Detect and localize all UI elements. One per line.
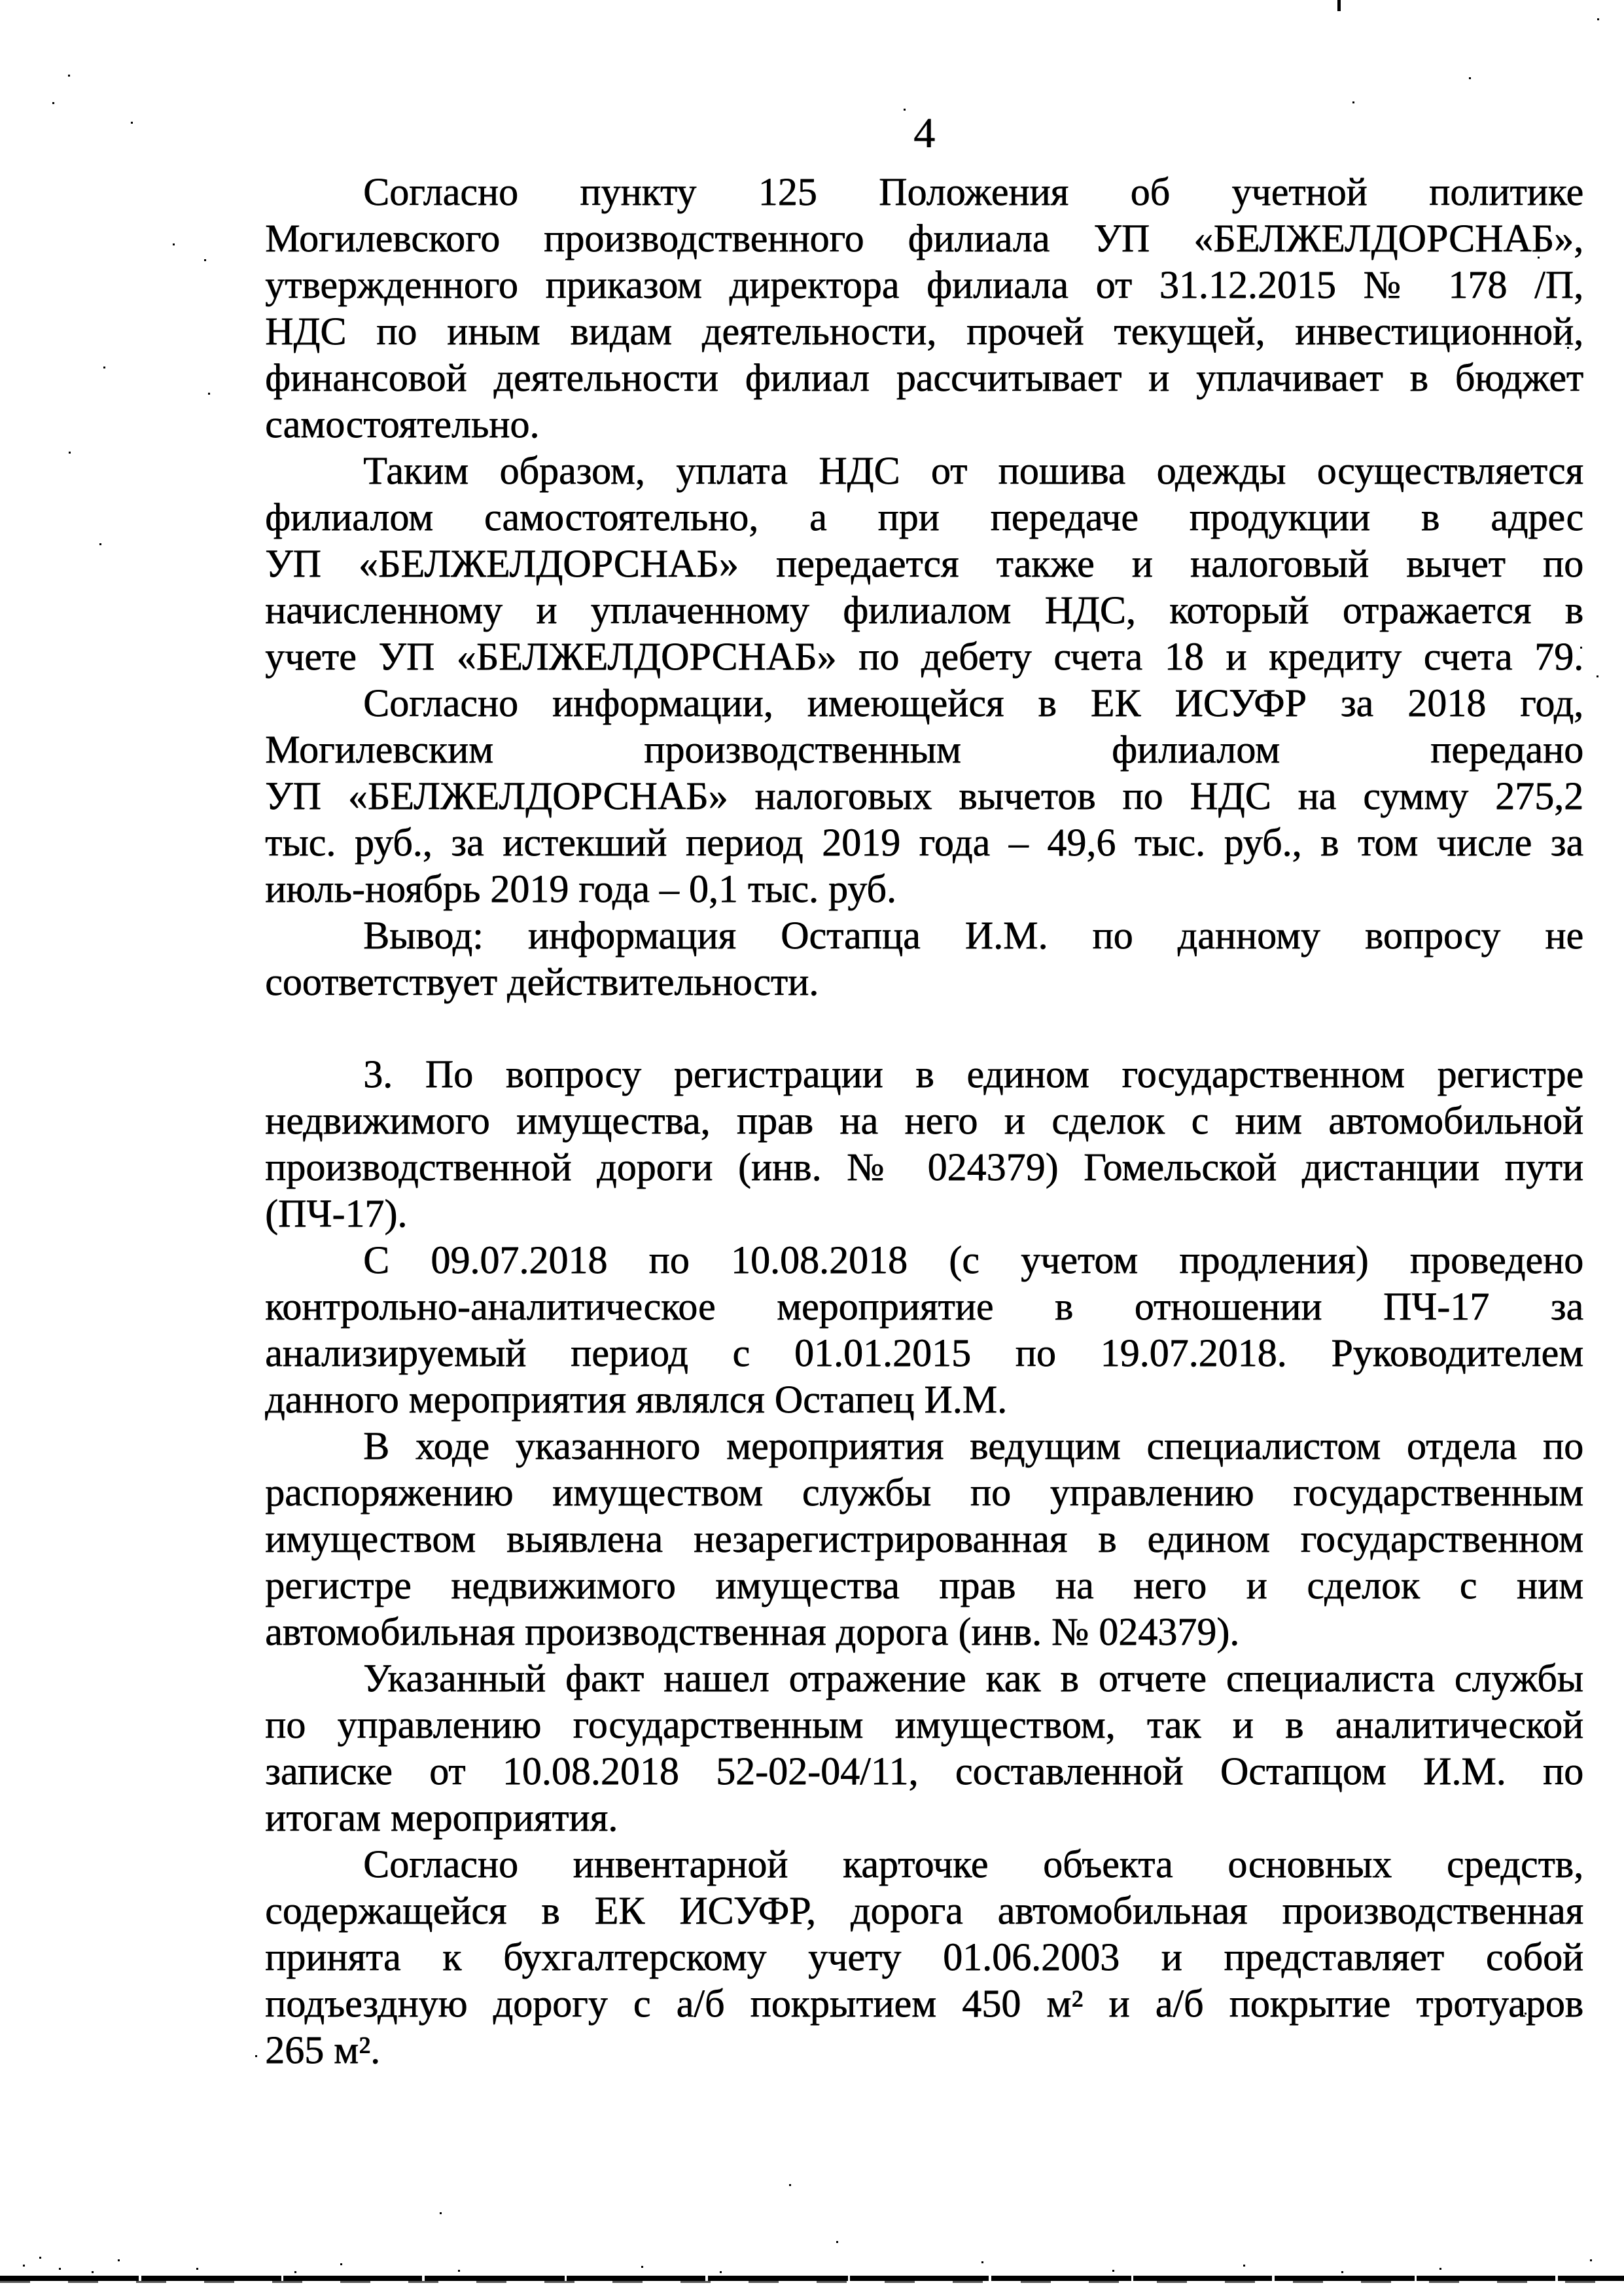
text-line: (ПЧ-17). [265, 1192, 408, 1235]
text-line: регистре недвижимого имущества прав на него и сделок с ним [265, 1564, 1583, 1607]
text-line: недвижимого имущества, прав на него и сделок с ним автомобильной [265, 1099, 1583, 1142]
text-line: утвержденного приказом директора филиала от 31.12.2015 № 178 /П, [265, 263, 1583, 306]
text-line: Указанный факт нашел отражение как в отчете специалиста службы [363, 1657, 1583, 1700]
text-line: НДС по иным видам деятельности, прочей текущей, инвестиционной, [265, 310, 1583, 353]
text-line: В ходе указанного мероприятия ведущим специалистом отдела по [363, 1424, 1583, 1467]
text-line: записке от 10.08.2018 52-02-04/11, составленной Остапцом И.М. по [265, 1749, 1583, 1793]
text-line: самостоятельно. [265, 403, 540, 446]
text-line: С 09.07.2018 по 10.08.2018 (с учетом продления) проведено [363, 1238, 1583, 1282]
text-line: Таким образом, уплата НДС от пошива одежды осуществляется [363, 449, 1583, 492]
text-line: соответствует действительности. [265, 960, 819, 1003]
text-line: Согласно информации, имеющейся в ЕК ИСУФР за 2018 год, [363, 681, 1583, 725]
text-line: принята к бухгалтерскому учету 01.06.2003 и представляет собой [265, 1935, 1583, 1979]
text-line: УП «БЕЛЖЕЛДОРСНАБ» передается также и налоговый вычет по [265, 542, 1583, 585]
text-line: филиалом самостоятельно, а при передаче продукции в адрес [265, 495, 1583, 539]
text-line: начисленному и уплаченному филиалом НДС, который отражается в [265, 588, 1583, 632]
text-line: данного мероприятия являлся Остапец И.М. [265, 1378, 1007, 1421]
scan-tick-mark [1337, 0, 1341, 11]
text-line: Согласно инвентарной карточке объекта основных средств, [363, 1842, 1583, 1886]
text-line: Вывод: информация Остапца И.М. по данному вопросу не [363, 914, 1583, 957]
text-line: Согласно пункту 125 Положения об учетной политике [363, 170, 1583, 213]
text-line: Могилевским производственным филиалом передано [265, 728, 1583, 771]
scan-noise-speckles [0, 0, 2, 2]
text-line: итогам мероприятия. [265, 1796, 618, 1839]
text-line: анализируемый период с 01.01.2015 по 19.07.2018. Руководителем [265, 1331, 1583, 1374]
text-line: по управлению государственным имуществом, так и в аналитической [265, 1703, 1583, 1746]
text-line: имуществом выявлена незарегистрированная в едином государственном [265, 1517, 1583, 1560]
text-line: УП «БЕЛЖЕЛДОРСНАБ» налоговых вычетов по НДС на сумму 275,2 [265, 774, 1583, 817]
text-line: Могилевского производственного филиала УП «БЕЛЖЕЛДОРСНАБ», [265, 217, 1583, 260]
page-number: 4 [913, 109, 935, 157]
text-line: подъездную дорогу с а/б покрытием 450 м² и а/б покрытие тротуаров [265, 1982, 1583, 2025]
text-line: содержащейся в ЕК ИСУФР, дорога автомобильная производственная [265, 1889, 1583, 1932]
text-line: тыс. руб., за истекший период 2019 года – 49,6 тыс. руб., в том числе за [265, 821, 1583, 864]
text-line: финансовой деятельности филиал рассчитывает и уплачивает в бюджет [265, 356, 1583, 399]
text-line: распоряжению имуществом службы по управлению государственным [265, 1471, 1583, 1514]
text-line: производственной дороги (инв. № 024379) Гомельской дистанции пути [265, 1145, 1583, 1189]
text-line: учете УП «БЕЛЖЕЛДОРСНАБ» по дебету счета 18 и кредиту счета 79. [265, 635, 1583, 678]
scan-noise-band-secondary [0, 2281, 1624, 2283]
section-gap [265, 1005, 1583, 1051]
text-line: контрольно-аналитическое мероприятие в отношении ПЧ-17 за [265, 1285, 1583, 1328]
text-line: 3. По вопросу регистрации в едином государственном регистре [363, 1052, 1583, 1096]
scan-noise-band [0, 2276, 1624, 2281]
text-line: июль-ноябрь 2019 года – 0,1 тыс. руб. [265, 867, 896, 910]
text-line: 265 м². [265, 2028, 380, 2072]
document-body-text [265, 169, 1583, 2073]
text-line: автомобильная производственная дорога (инв. № 024379). [265, 1610, 1240, 1653]
